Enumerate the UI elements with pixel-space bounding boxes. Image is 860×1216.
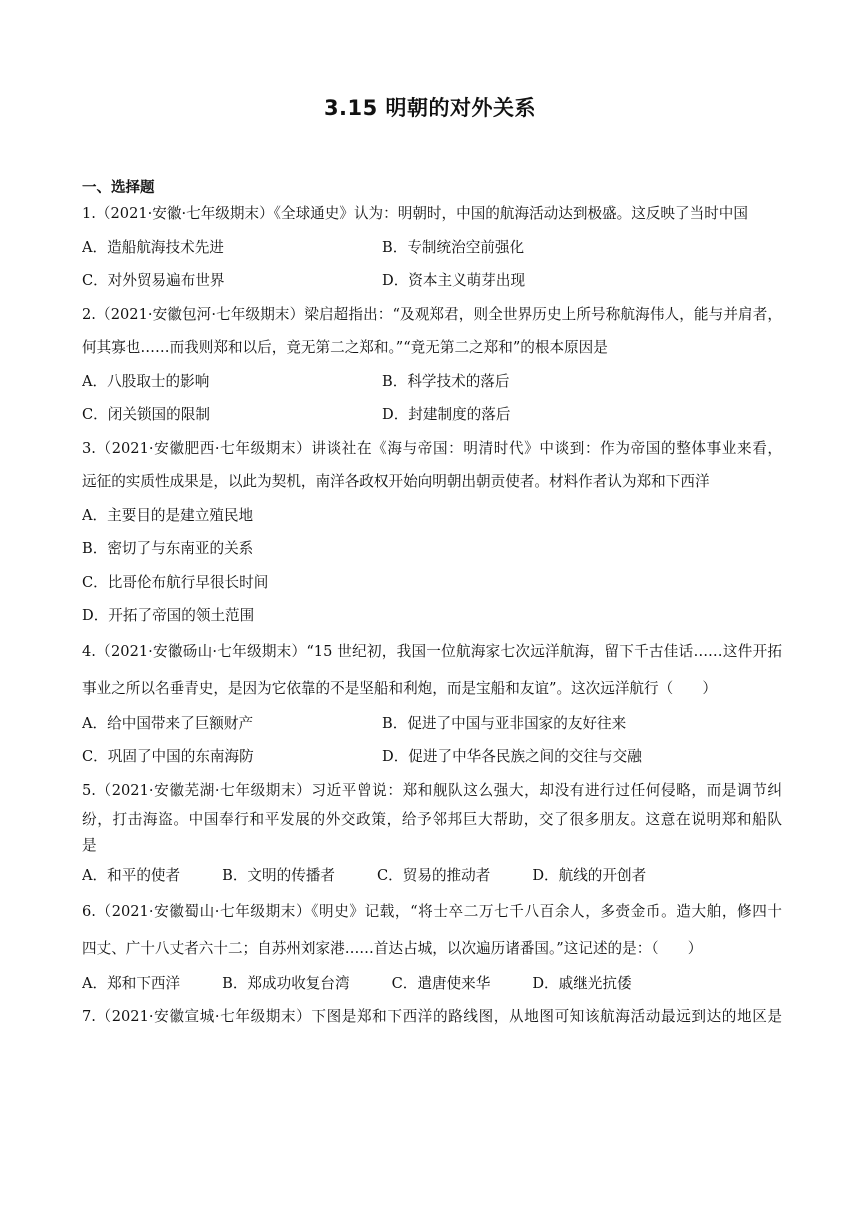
option-d[interactable]: D．资本主义萌芽出现 — [382, 272, 526, 289]
question-2 — [82, 298, 782, 432]
option-b[interactable]: B．文明的传播者 — [222, 867, 335, 884]
option-c[interactable]: C．巩固了中国的东南海防 — [82, 748, 254, 765]
option-c[interactable]: C．遣唐使来华 — [391, 974, 491, 992]
question-4 — [82, 633, 782, 774]
question-stem: 事业之所以名垂青史，是因为它依靠的不是坚船和利炮，而是宝船和友谊”。这次远洋航行（ ） — [82, 679, 717, 697]
option-b[interactable]: B．专制统治空前强化 — [382, 238, 525, 256]
option-a[interactable]: A．给中国带来了巨额财产 — [82, 714, 254, 732]
question-stem: 7.（2021·安徽宣城·七年级期末）下图是郑和下西洋的路线图，从地图可知该航海活动最远到达的地区是 — [82, 1008, 782, 1025]
option-a[interactable]: A．主要目的是建立殖民地 — [82, 506, 254, 524]
option-a[interactable]: A．和平的使者 — [82, 867, 181, 884]
question-1 — [82, 197, 782, 298]
question-stem: 3.（2021·安徽肥西·七年级期末）讲谈社在《海与帝国：明清时代》中谈到：作为帝国的整体事业来看， — [82, 439, 782, 457]
question-list — [82, 197, 782, 1034]
question-7 — [82, 1000, 782, 1034]
option-row — [82, 967, 782, 1001]
question-5 — [82, 774, 782, 893]
option-a[interactable]: A．造船航海技术先进 — [82, 238, 224, 256]
question-stem: 四丈、广十八丈者六十二；自苏州刘家港……首达占城，以次遍历诸番国。”这记述的是：（ ） — [82, 939, 703, 957]
option-b[interactable]: B．郑成功收复台湾 — [222, 974, 350, 992]
question-3 — [82, 432, 782, 633]
option-b[interactable]: B．科学技术的落后 — [382, 372, 510, 390]
option-c[interactable]: C．比哥伦布航行早很长时间 — [82, 573, 269, 591]
question-stem: 远征的实质性成果是，以此为契机，南洋各政权开始向明朝出朝贡使者。材料作者认为郑和下西洋 — [82, 473, 710, 490]
option-row — [82, 859, 782, 893]
option-c[interactable]: C．闭关锁国的限制 — [82, 406, 210, 423]
question-stem: 5.（2021·安徽芜湖·七年级期末）习近平曾说：郑和舰队这么强大，却没有进行过任何侵略，而是调节纠 — [82, 781, 782, 799]
option-d[interactable]: D．航线的开创者 — [532, 867, 647, 884]
option-d[interactable]: D．封建制度的落后 — [382, 406, 511, 423]
option-row — [82, 707, 782, 741]
option-a[interactable]: A．八股取士的影响 — [82, 372, 210, 390]
question-stem: 何其寡也……而我则郑和以后，竟无第二之郑和。”“竟无第二之郑和”的根本原因是 — [82, 339, 608, 356]
option-d[interactable]: D．开拓了帝国的领土范围 — [82, 607, 255, 624]
option-c[interactable]: C．对外贸易遍布世界 — [82, 272, 225, 289]
option-b[interactable]: B．密切了与东南亚的关系 — [82, 540, 254, 557]
option-row — [82, 398, 782, 432]
option-row — [82, 231, 782, 265]
question-stem: 2.（2021·安徽包河·七年级期末）梁启超指出：“及观郑君，则全世界历史上所号称航海伟人，能与并肩者， — [82, 305, 782, 323]
question-6 — [82, 893, 782, 1001]
option-d[interactable]: D．促进了中华各民族之间的交往与交融 — [382, 748, 642, 765]
option-row — [82, 264, 782, 298]
question-stem: 4.（2021·安徽砀山·七年级期末）“15 世纪初，我国一位航海家七次远洋航海，留下千古佳话……这件开拓 — [82, 642, 782, 660]
question-stem: 6.（2021·安徽蜀山·七年级期末）《明史》记载，“将士卒二万七千八百余人，多赍金币。造大舶，修四十 — [82, 902, 782, 920]
question-stem: 1.（2021·安徽·七年级期末）《全球通史》认为：明朝时，中国的航海活动达到极盛。这反映了当时中国 — [82, 205, 748, 222]
option-d[interactable]: D．戚继光抗倭 — [532, 974, 632, 992]
option-b[interactable]: B．促进了中国与亚非国家的友好往来 — [382, 714, 627, 732]
option-row — [82, 740, 782, 774]
question-stem: 是 — [82, 837, 97, 854]
section-heading: 一、选择题 — [82, 180, 155, 196]
option-a[interactable]: A．郑和下西洋 — [82, 974, 181, 992]
question-stem: 纷，打击海盗。中国奉行和平发展的外交政策，给予邻邦巨大帮助，交了很多朋友。这意在说明郑和船队 — [82, 811, 782, 828]
page-title: 3.15 明朝的对外关系 — [323, 96, 537, 120]
option-c[interactable]: C．贸易的推动者 — [377, 867, 491, 884]
option-row — [82, 365, 782, 399]
